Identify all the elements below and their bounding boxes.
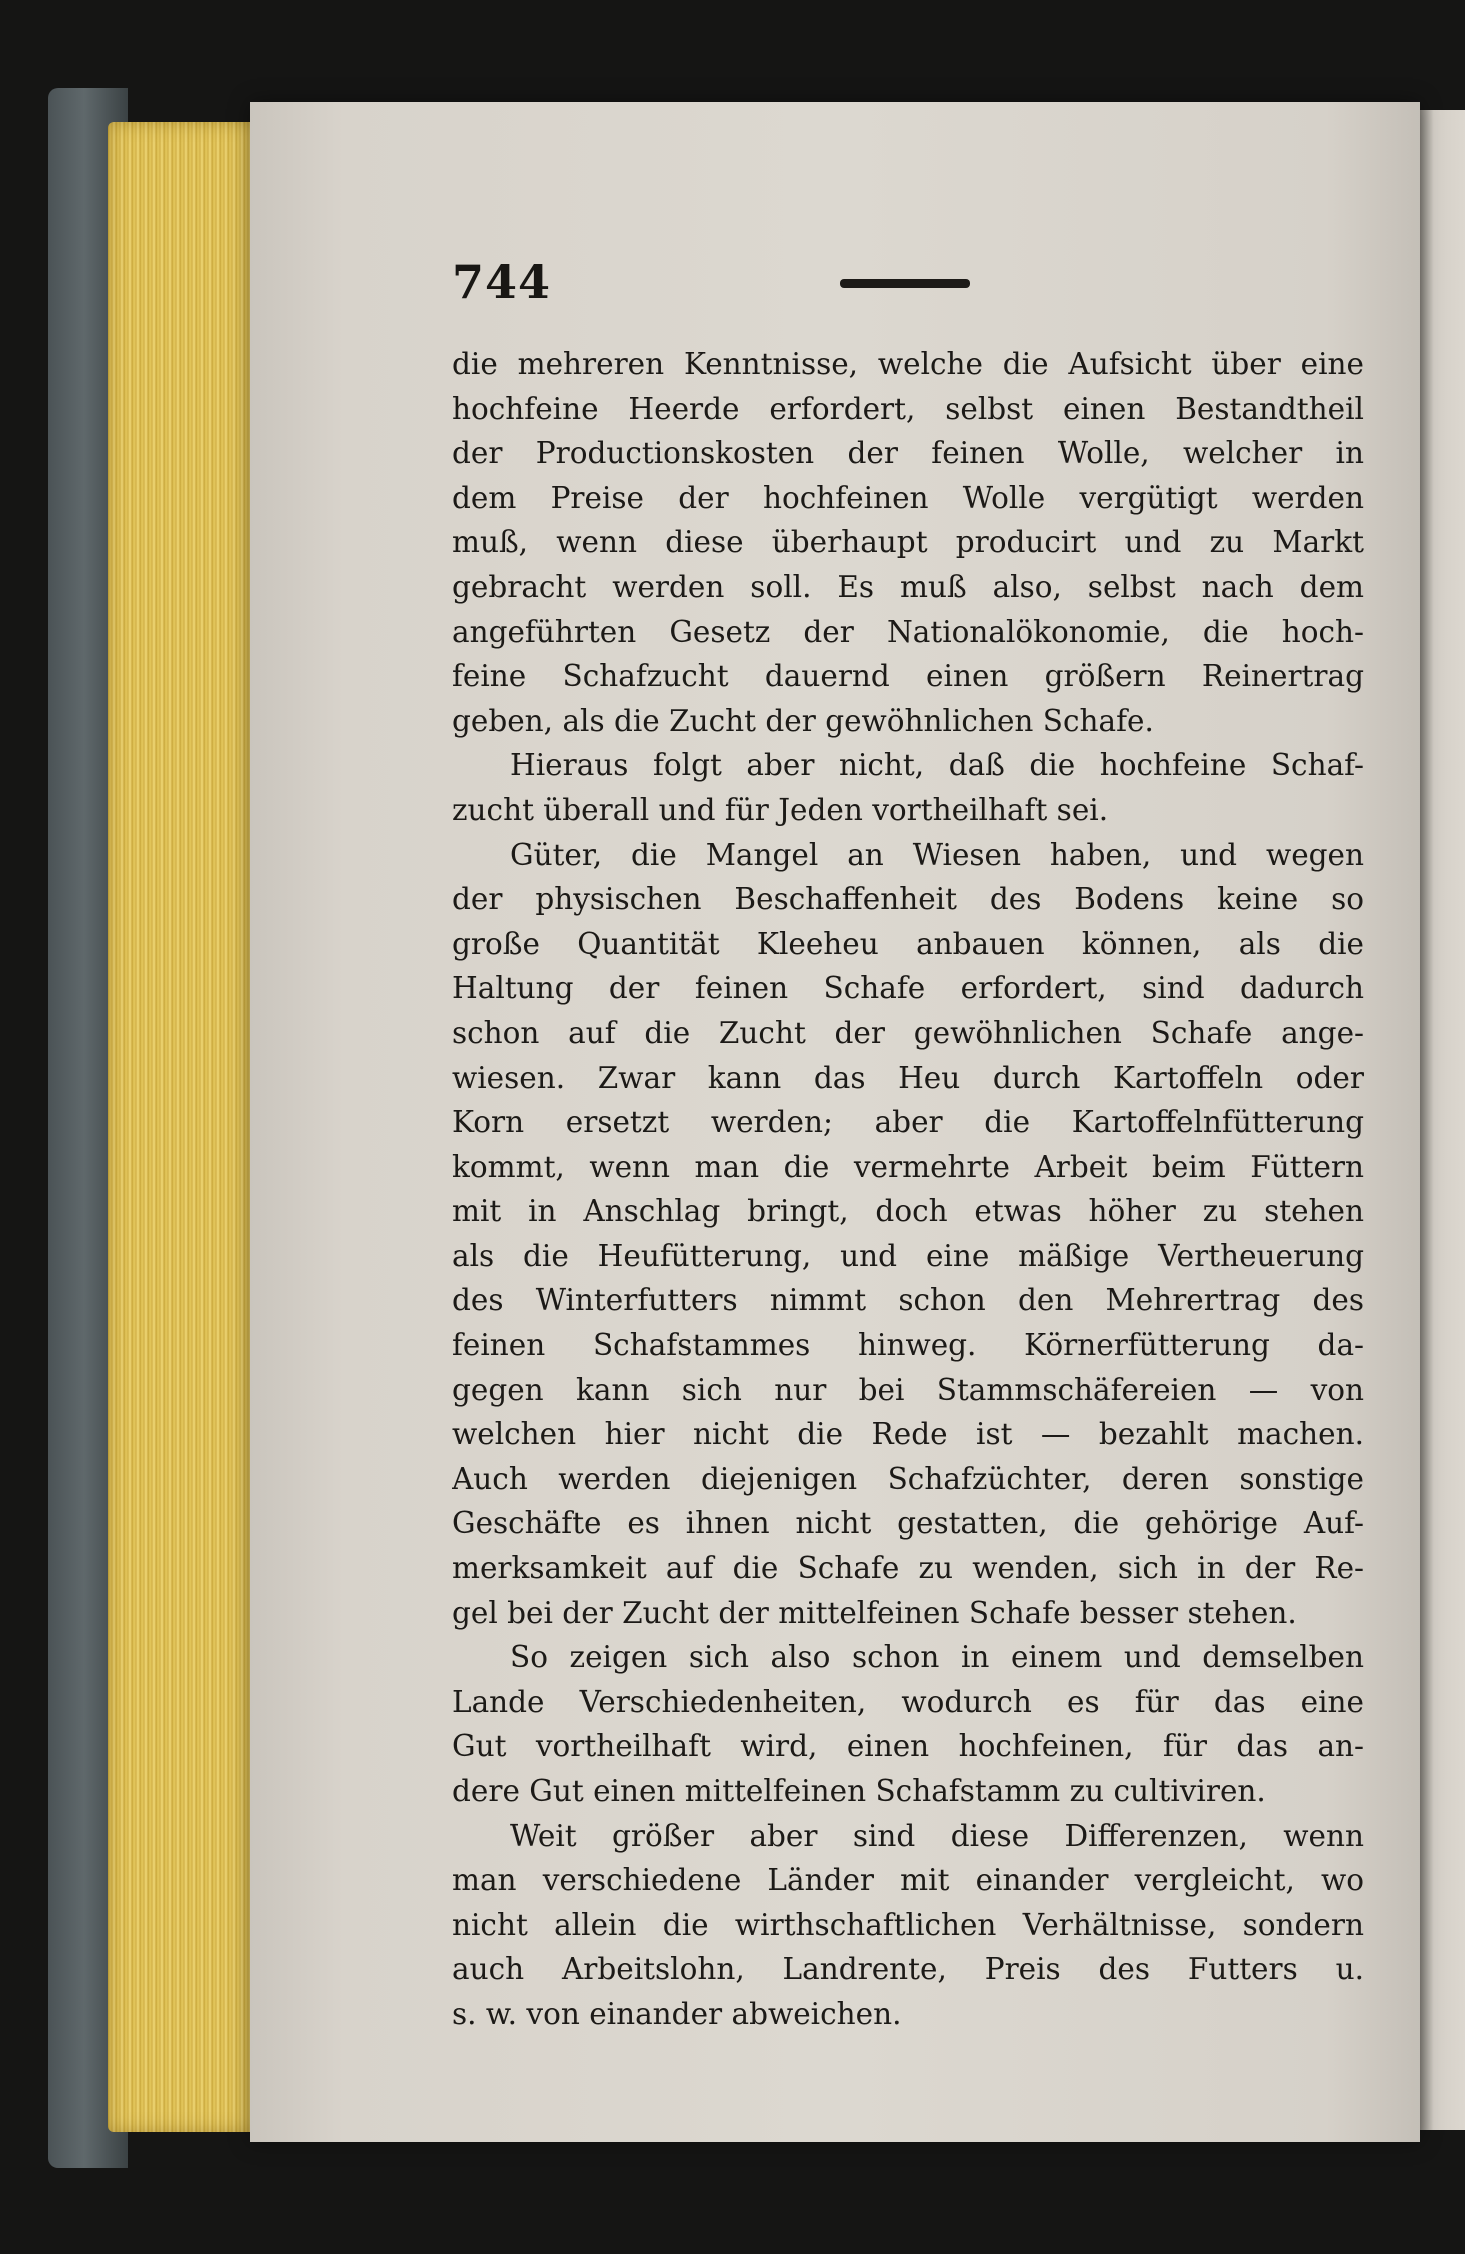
body-text bbox=[452, 342, 1364, 2037]
text-line: dem Preise der hochfeinen Wolle vergütigt werden bbox=[452, 480, 1364, 515]
text-line: angeführten Gesetz der Nationalökonomie, die hoch- bbox=[452, 614, 1364, 649]
page-header bbox=[452, 255, 1372, 315]
text-line: nicht allein die wirthschaftlichen Verhältnisse, sondern bbox=[452, 1907, 1364, 1942]
text-line: große Quantität Kleeheu anbauen können, als die bbox=[452, 926, 1364, 961]
text-line: feine Schafzucht dauernd einen größern Reinertrag bbox=[452, 659, 1364, 694]
text-line: mit in Anschlag bringt, doch etwas höher zu stehen bbox=[452, 1194, 1364, 1229]
text-line: kommt, wenn man die vermehrte Arbeit beim Füttern bbox=[452, 1149, 1364, 1184]
text-line: Korn ersetzt werden; aber die Kartoffelnfütterung bbox=[452, 1105, 1364, 1140]
text-line: zucht überall und für Jeden vortheilhaft sei. bbox=[452, 792, 1109, 827]
text-line: der physischen Beschaffenheit des Bodens keine so bbox=[452, 882, 1364, 917]
text-line: feinen Schafstammes hinweg. Körnerfütterung da- bbox=[452, 1328, 1364, 1363]
text-line: Weit größer aber sind diese Differenzen, wenn bbox=[510, 1818, 1364, 1853]
text-line: die mehreren Kenntnisse, welche die Aufsicht über eine bbox=[452, 347, 1364, 381]
text-line: auch Arbeitslohn, Landrente, Preis des Futters u. bbox=[452, 1952, 1364, 1987]
header-rule bbox=[840, 279, 970, 288]
text-line: der Productionskosten der feinen Wolle, welcher in bbox=[452, 436, 1364, 471]
text-line: Haltung der feinen Schafe erfordert, sind dadurch bbox=[452, 971, 1364, 1006]
text-line: man verschiedene Länder mit einander vergleicht, wo bbox=[452, 1863, 1364, 1898]
text-line: schon auf die Zucht der gewöhnlichen Schafe ange- bbox=[452, 1015, 1364, 1050]
text-line: Auch werden diejenigen Schafzüchter, deren sonstige bbox=[452, 1461, 1364, 1496]
text-line: Güter, die Mangel an Wiesen haben, und wegen bbox=[510, 837, 1364, 872]
text-line: geben, als die Zucht der gewöhnlichen Schafe. bbox=[452, 703, 1154, 738]
text-line: hochfeine Heerde erfordert, selbst einen Bestandtheil bbox=[452, 391, 1364, 426]
text-line: Lande Verschiedenheiten, wodurch es für das eine bbox=[452, 1684, 1364, 1719]
text-line: als die Heufütterung, und eine mäßige Vertheuerung bbox=[452, 1238, 1364, 1273]
text-line: muß, wenn diese überhaupt producirt und zu Markt bbox=[452, 525, 1364, 560]
text-line: Hieraus folgt aber nicht, daß die hochfeine Schaf- bbox=[510, 748, 1364, 783]
text-line: Gut vortheilhaft wird, einen hochfeinen, für das an- bbox=[452, 1729, 1364, 1764]
text-line: gegen kann sich nur bei Stammschäfereien — von bbox=[452, 1372, 1364, 1407]
facing-page-edge bbox=[1420, 110, 1465, 2130]
text-line: So zeigen sich also schon in einem und demselben bbox=[510, 1640, 1364, 1675]
text-line: des Winterfutters nimmt schon den Mehrertrag des bbox=[452, 1283, 1364, 1318]
text-line: welchen hier nicht die Rede ist — bezahlt machen. bbox=[452, 1417, 1364, 1452]
text-line: Geschäfte es ihnen nicht gestatten, die gehörige Auf- bbox=[452, 1506, 1364, 1541]
text-line: dere Gut einen mittelfeinen Schafstamm zu cultiviren. bbox=[452, 1774, 1266, 1808]
text-line: gel bei der Zucht der mittelfeinen Schafe besser stehen. bbox=[452, 1595, 1297, 1630]
text-line: wiesen. Zwar kann das Heu durch Kartoffeln oder bbox=[452, 1060, 1364, 1095]
text-line: merksamkeit auf die Schafe zu wenden, sich in der Re- bbox=[452, 1551, 1364, 1586]
page-number: 744 bbox=[452, 255, 552, 309]
gilded-page-edges bbox=[108, 122, 258, 2132]
text-line: gebracht werden soll. Es muß also, selbst nach dem bbox=[452, 569, 1364, 604]
text-line: s. w. von einander abweichen. bbox=[452, 1996, 902, 2031]
